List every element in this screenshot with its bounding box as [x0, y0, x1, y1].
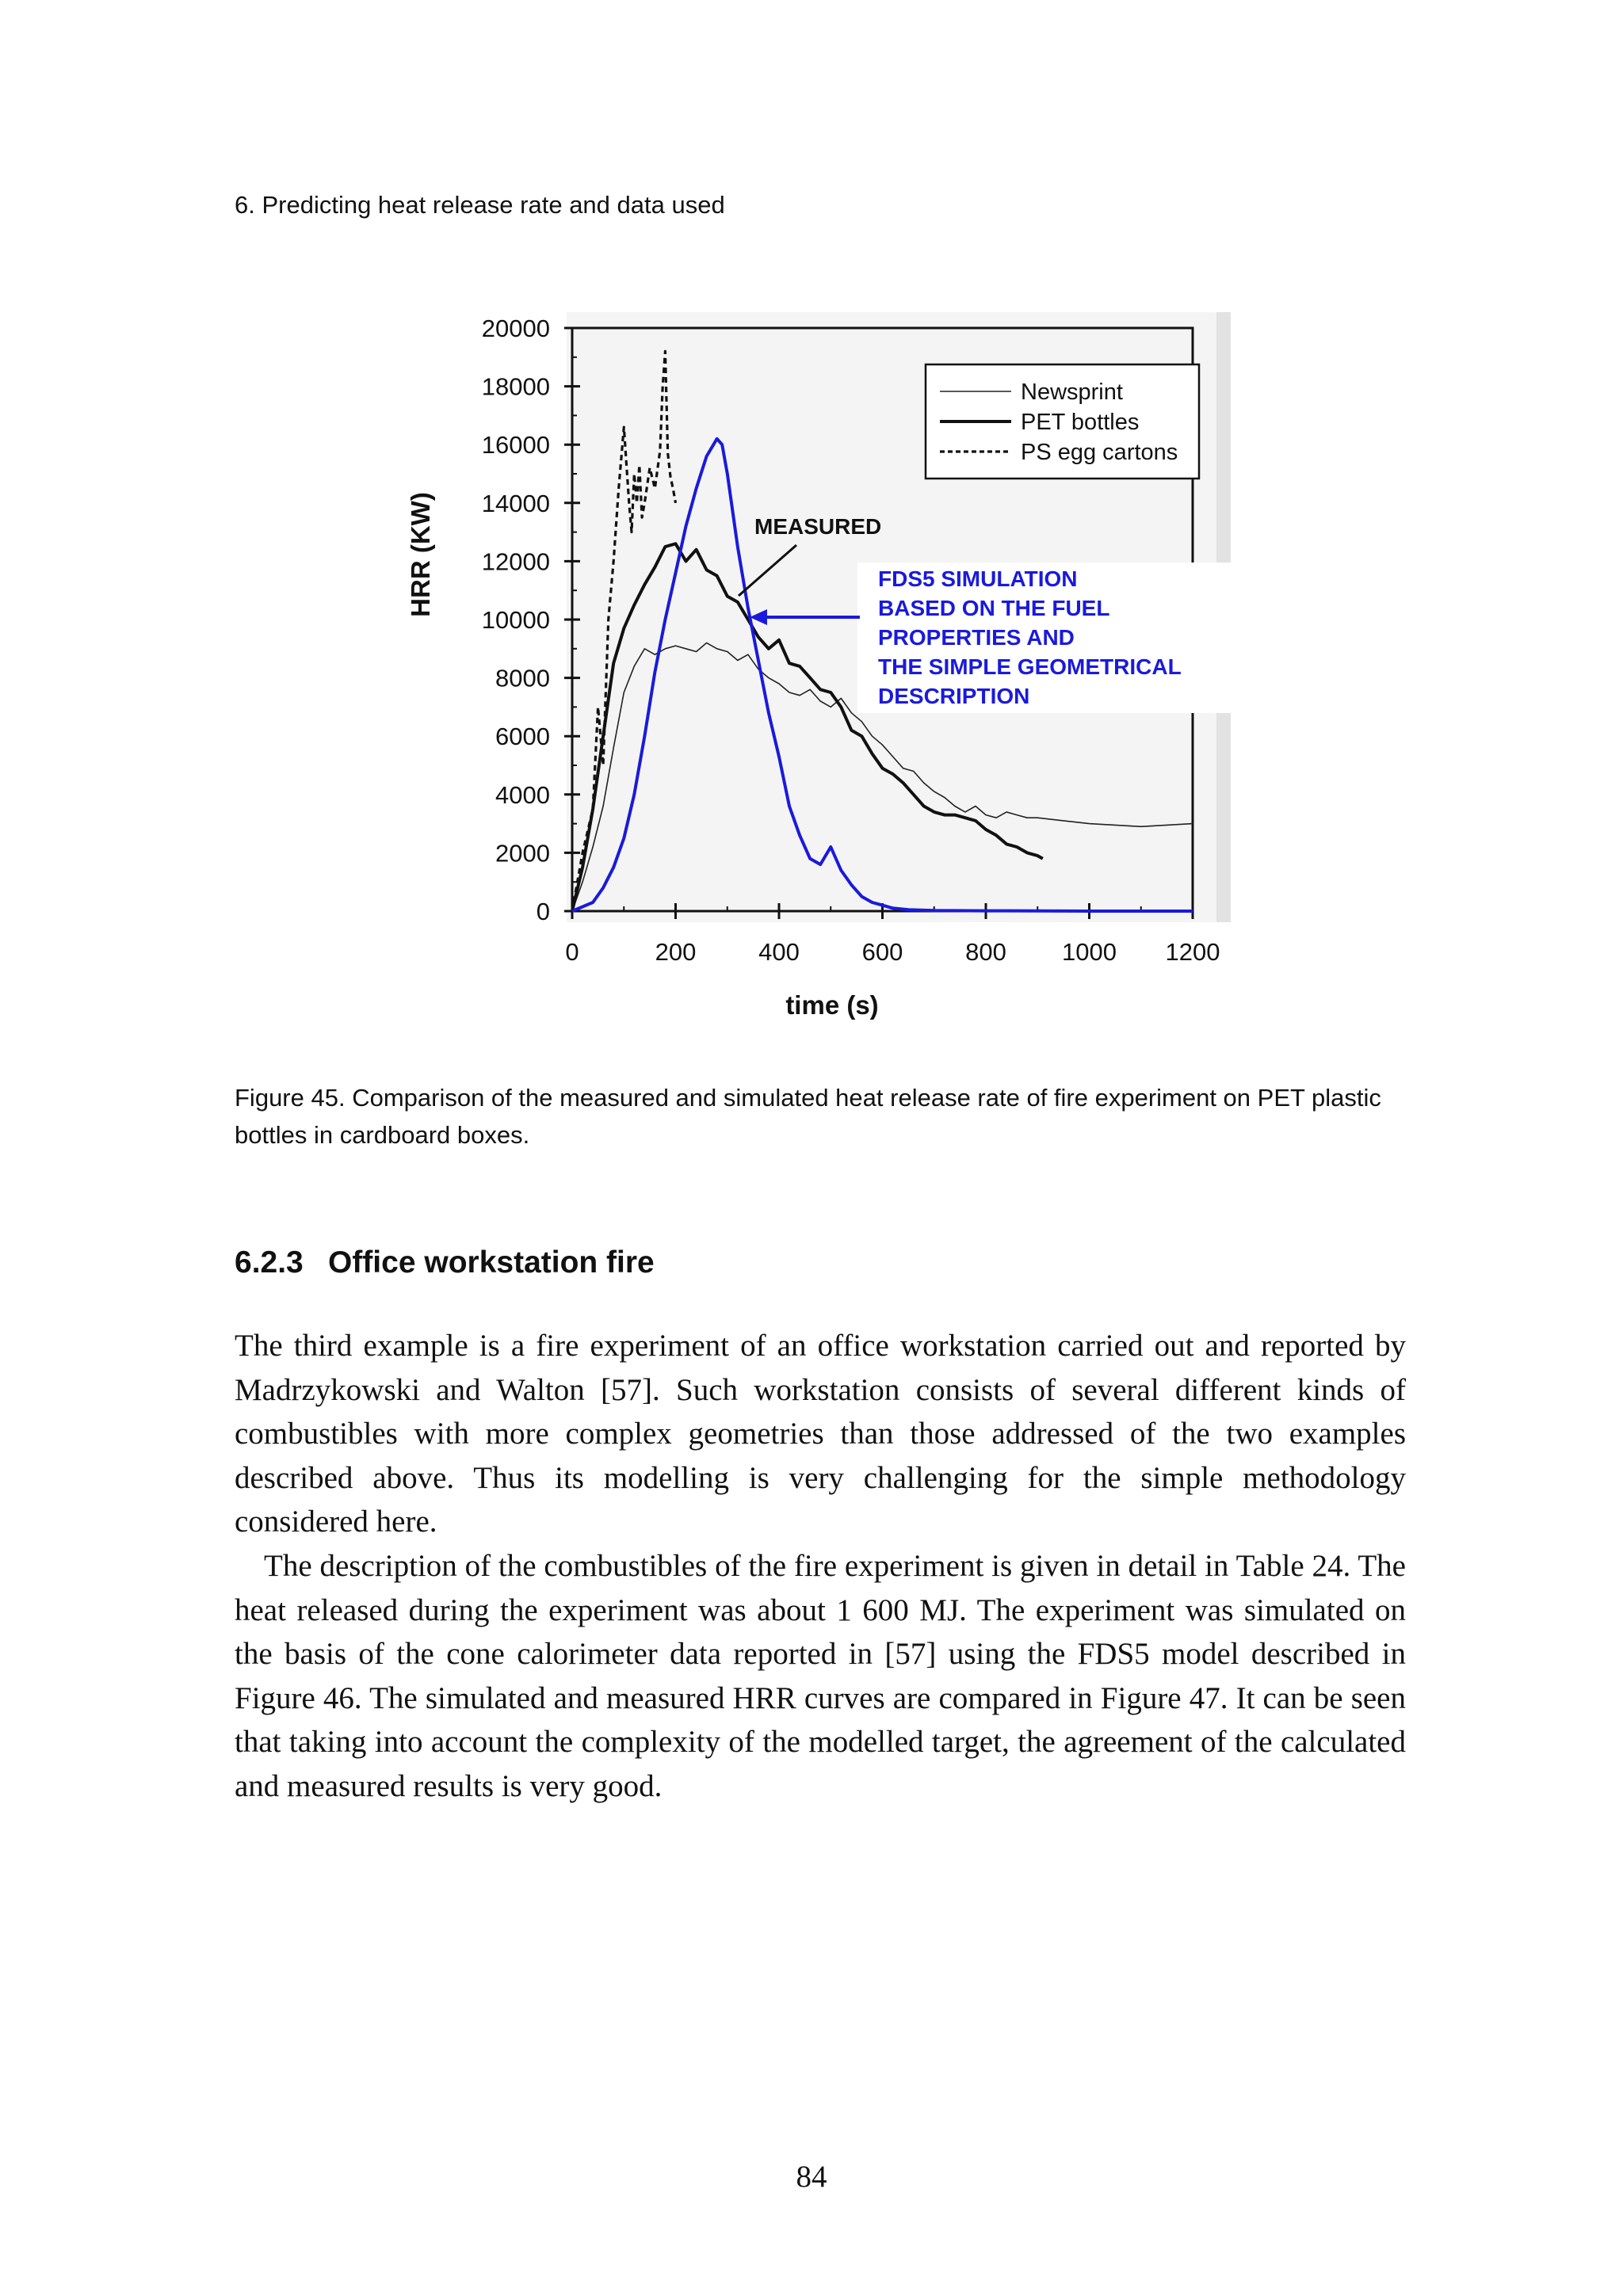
figure-45	[396, 301, 1236, 1038]
x-tick-label: 0	[565, 938, 579, 966]
paragraph: The description of the combustibles of the fire experiment is given in detail in Table 24. The heat released during the experiment was about 1 600 MJ. The experiment was simulated on the basis of the cone calorimeter data reported in [57] using the FDS5 model described in Figure 46. The simulated and measured HRR curves are compared in Figure 47. It can be seen that taking into account the complexity of the modelled target, the agreement of the calculated and measured results is very good.	[235, 1549, 1406, 1803]
y-tick-label: 18000	[481, 372, 550, 401]
y-tick-label: 10000	[481, 606, 550, 634]
simulation-annotation-line: FDS5 SIMULATION	[878, 566, 1078, 591]
y-tick-label: 8000	[495, 664, 550, 692]
x-tick-label: 1200	[1165, 938, 1220, 966]
paragraph: The third example is a fire experiment of an office workstation carried out and reported by Madrzykowski and Walton [57]. Such workstation consists of several different kinds of combustibles with more complex geometries than those addressed of the two examples described above. Thus its modelling is very challenging for the simple methodology considered here.	[235, 1329, 1406, 1539]
y-tick-label: 14000	[481, 489, 550, 517]
simulation-annotation-line: BASED ON THE FUEL	[878, 596, 1110, 620]
page-number: 84	[796, 2160, 827, 2194]
legend-label: PET bottles	[1021, 410, 1140, 435]
legend-label: PS egg cartons	[1021, 440, 1178, 465]
y-tick-label: 4000	[495, 780, 550, 809]
y-tick-label: 2000	[495, 839, 550, 868]
simulation-annotation-line: THE SIMPLE GEOMETRICAL	[878, 654, 1182, 679]
figure-caption: Figure 45. Comparison of the measured and simulated heat release rate of fire experiment on PET plastic bottles in cardboard boxes.	[235, 1084, 1381, 1149]
section-title: Office workstation fire	[328, 1245, 655, 1280]
section-heading	[235, 1245, 655, 1280]
running-header: 6. Predicting heat release rate and data used	[235, 191, 725, 219]
y-tick-label: 16000	[481, 431, 550, 460]
x-tick-label: 800	[965, 938, 1006, 966]
y-tick-label: 0	[536, 898, 550, 925]
x-tick-label: 400	[758, 938, 800, 966]
x-tick-label: 1000	[1062, 938, 1117, 966]
legend-label: Newsprint	[1021, 379, 1123, 405]
y-axis-label: HRR (KW)	[406, 492, 435, 617]
y-tick-label: 12000	[481, 547, 550, 576]
y-tick-label: 6000	[495, 723, 550, 751]
x-axis-label: time (s)	[785, 990, 879, 1020]
legend	[926, 364, 1199, 479]
hrr-chart	[396, 301, 1236, 1038]
simulation-annotation-line: DESCRIPTION	[878, 684, 1030, 708]
y-tick-label: 20000	[481, 315, 550, 342]
x-tick-label: 600	[861, 938, 903, 966]
section-number: 6.2.3	[235, 1245, 304, 1280]
measured-annotation: MEASURED	[754, 514, 882, 539]
simulation-annotation-line: PROPERTIES AND	[878, 625, 1075, 650]
x-tick-label: 200	[655, 938, 697, 966]
